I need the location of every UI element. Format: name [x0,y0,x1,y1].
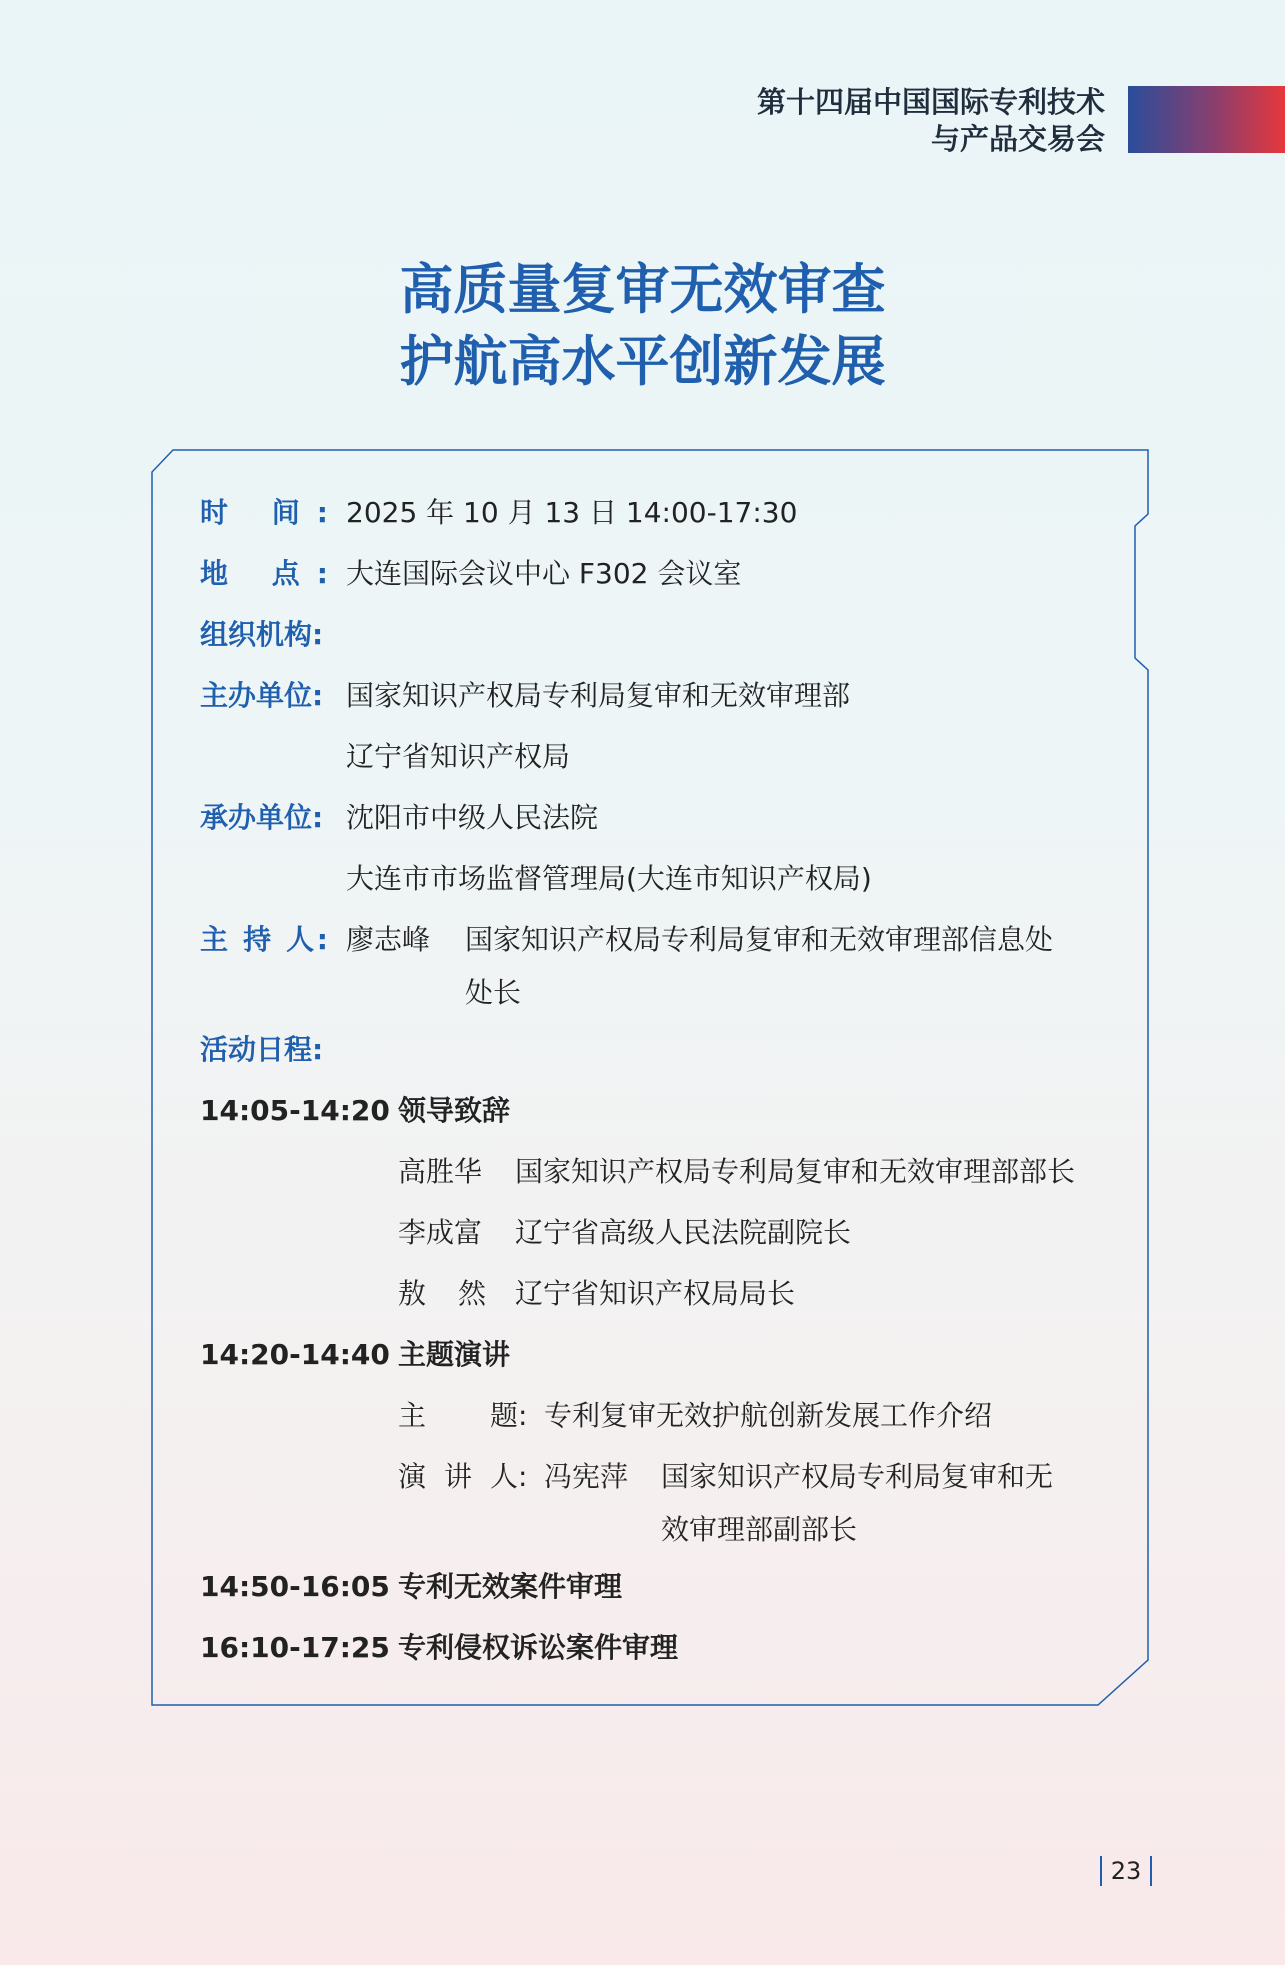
schedule-row [200,1019,1120,1080]
speaker-row [200,1202,1120,1263]
topic-value: 专利复审无效护航创新发展工作介绍 [544,1399,993,1432]
speaker-name: 敖 然 [398,1277,486,1310]
keynote-speaker-label: 演 讲 人 [398,1460,518,1493]
co-org-1: 沈阳市中级人民法院 [346,801,599,834]
title-line-1: 高质量复审无效审查 [399,258,886,321]
schedule-label: 活动日程: [200,1033,324,1066]
speaker-row [200,1263,1120,1324]
co-org-2: 大连市市场监督管理局(大连市知识产权局) [346,862,872,895]
schedule-title: 专利侵权诉讼案件审理 [398,1631,679,1664]
place-value: 大连国际会议中心 F302 会议室 [346,557,742,590]
page-number: 23 [1100,1856,1152,1886]
event-info [200,482,1120,1678]
host-org-label: 主办单位: [200,679,324,712]
co-org-row [200,787,1120,848]
speaker-name: 李成富 [398,1216,483,1249]
keynote-speaker-name: 冯宪萍 [544,1460,629,1493]
keynote-speaker-row [200,1446,1120,1556]
schedule-item [200,1617,1120,1678]
schedule-item [200,1324,1120,1385]
schedule-time: 14:05-14:20 [200,1094,390,1127]
schedule-item [200,1556,1120,1617]
moderator-role-line-1: 国家知识产权局专利局复审和无效审理部信息处 [465,923,1054,956]
host-org-1: 国家知识产权局专利局复审和无效审理部 [346,679,851,712]
keynote-speaker-colon: : [518,1460,528,1493]
keynote-speaker-role [661,1446,1101,1556]
moderator-name: 廖志峰 [346,923,431,956]
schedule-title: 主题演讲 [398,1338,511,1371]
topic-row [200,1385,1120,1446]
co-org-label: 承办单位: [200,801,324,834]
place-label: 地 点: [200,557,328,590]
schedule-time: 14:50-16:05 [200,1570,390,1603]
moderator-label: 主 持 人: [200,923,328,956]
time-row [200,482,1120,543]
speaker-name: 高胜华 [398,1155,483,1188]
speaker-role: 辽宁省知识产权局局长 [515,1277,796,1310]
header-line-1: 第十四届中国国际专利技术 [756,85,1105,119]
moderator-role [465,909,1053,1019]
keynote-speaker-role-line-1: 国家知识产权局专利局复审和无 [661,1460,1054,1493]
speaker-role: 国家知识产权局专利局复审和无效审理部部长 [515,1155,1076,1188]
topic-colon: : [518,1399,528,1432]
place-row [200,543,1120,604]
moderator-row [200,909,1120,1019]
schedule-time: 14:20-14:40 [200,1338,390,1371]
keynote-speaker-role-line-2: 效审理部副部长 [661,1513,858,1546]
time-label: 时 间: [200,496,328,529]
topic-label: 主 题 [398,1399,518,1432]
speaker-row [200,1141,1120,1202]
schedule-time: 16:10-17:25 [200,1631,390,1664]
time-value: 2025 年 10 月 13 日 14:00-17:30 [346,496,798,529]
schedule-title: 领导致辞 [398,1094,511,1127]
org-label: 组织机构: [200,618,324,651]
speaker-role: 辽宁省高级人民法院副院长 [515,1216,852,1249]
title-line-2: 护航高水平创新发展 [399,330,886,393]
moderator-role-line-2: 处长 [465,976,522,1009]
org-row [200,604,1120,665]
header-line-2: 与产品交易会 [930,122,1105,156]
host-org-row [200,665,1120,726]
moderator-info [346,909,1053,1019]
schedule-title: 专利无效案件审理 [398,1570,623,1603]
schedule-item [200,1080,1120,1141]
host-org-2: 辽宁省知识产权局 [346,740,571,773]
